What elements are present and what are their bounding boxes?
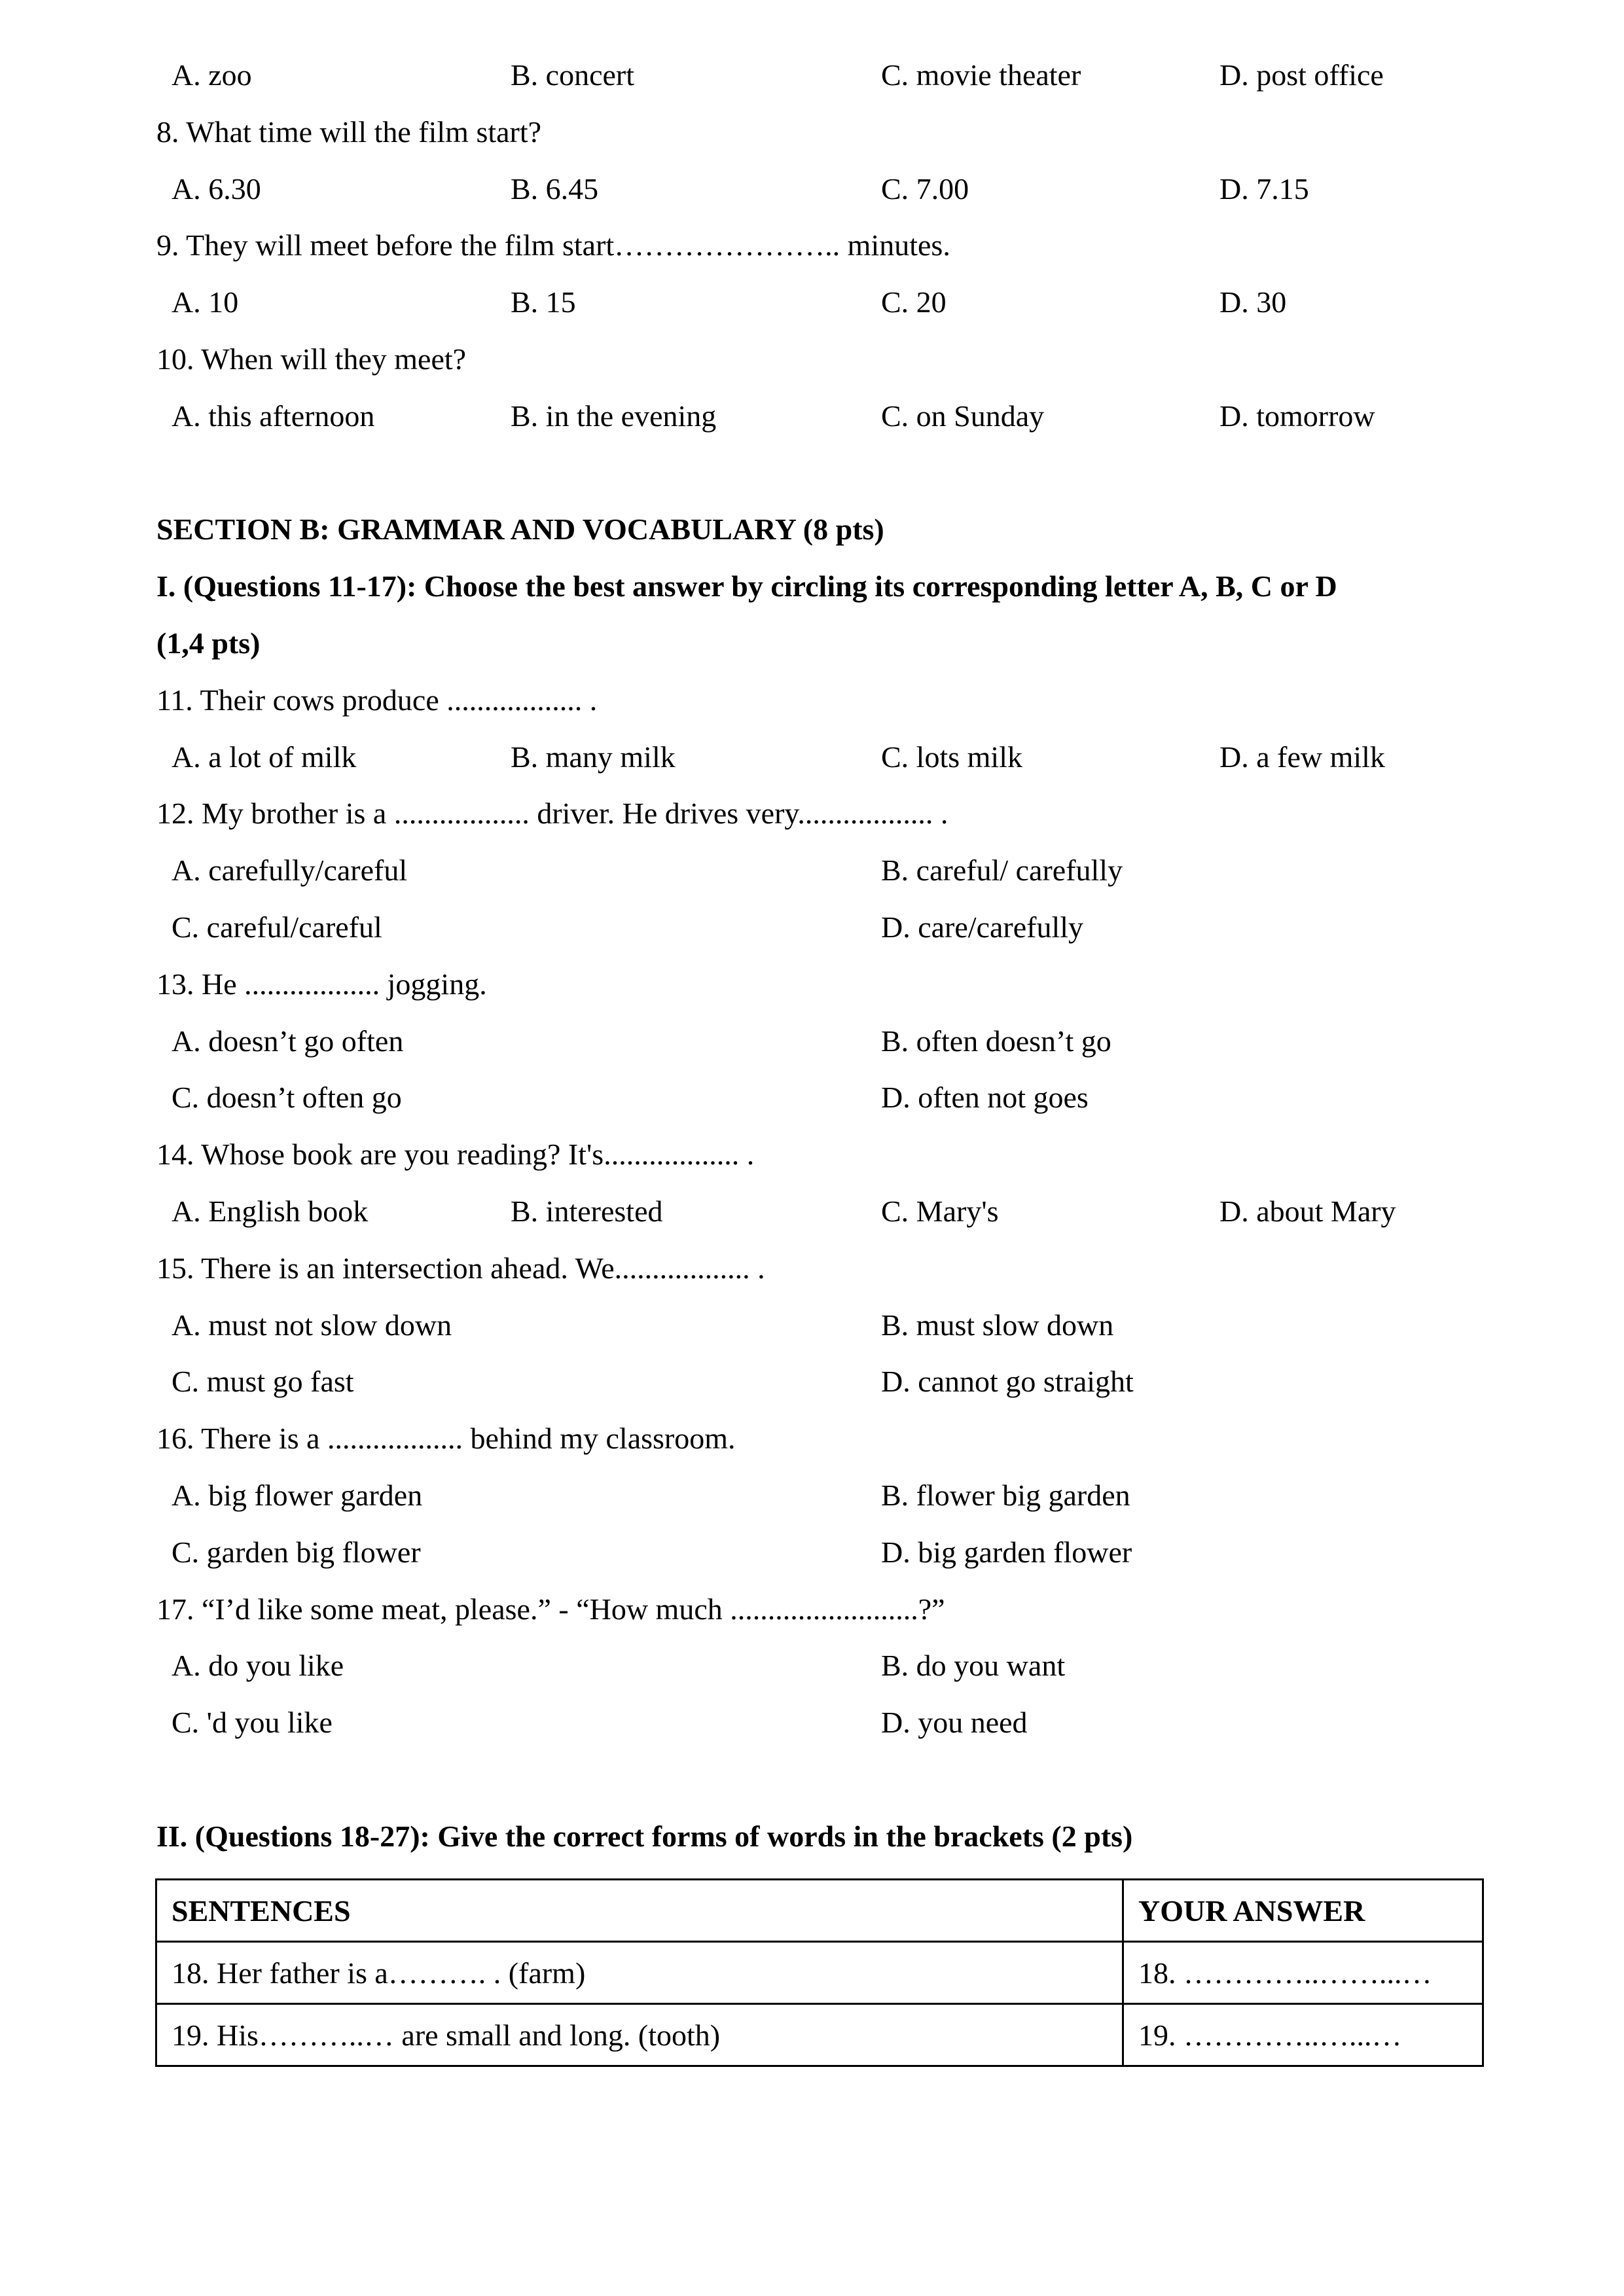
options-row [0, 1467, 1624, 1524]
options-row [0, 1069, 1624, 1126]
answer-option[interactable]: C. garden big flower [171, 1535, 421, 1569]
answer-option[interactable]: C. on Sunday [881, 399, 1045, 433]
answer-option[interactable]: B. many milk [511, 740, 676, 774]
answer-option[interactable]: D. cannot go straight [881, 1365, 1134, 1399]
header-sentences: SENTENCES [156, 1880, 1123, 1942]
table-row [156, 2004, 1483, 2066]
answer-option[interactable]: B. concert [511, 58, 635, 92]
answer-option[interactable]: D. you need [881, 1706, 1028, 1740]
answer-option[interactable]: C. careful/careful [171, 910, 382, 944]
answer-option[interactable]: D. tomorrow [1219, 399, 1375, 433]
answer-cell[interactable]: 19. …………..…...… [1123, 2004, 1483, 2066]
question-text: 9. They will meet before the film start………………….. minutes. [156, 228, 950, 262]
answer-option[interactable]: A. a lot of milk [171, 740, 357, 774]
answer-option[interactable]: A. 6.30 [171, 171, 261, 206]
question-text: 17. “I’d like some meat, please.” - “How much .........................?” [156, 1592, 945, 1626]
answer-option[interactable]: B. must slow down [881, 1308, 1114, 1342]
options-row [0, 1297, 1624, 1354]
answer-option[interactable]: C. doesn’t often go [171, 1081, 402, 1115]
blank-line [0, 445, 1624, 502]
sentence-cell: 19. His………..… are small and long. (tooth) [156, 2004, 1123, 2066]
options-row [0, 1524, 1624, 1581]
answer-option[interactable]: A. 10 [171, 285, 239, 319]
answer-option[interactable]: C. Mary's [881, 1194, 999, 1228]
answer-option[interactable]: D. care/carefully [881, 910, 1084, 944]
answer-option[interactable]: B. interested [511, 1194, 663, 1228]
answer-option[interactable]: B. flower big garden [881, 1478, 1130, 1512]
question-text: 14. Whose book are you reading? It's.................. . [156, 1138, 755, 1172]
options-row [0, 1695, 1624, 1751]
answer-option[interactable]: D. 30 [1219, 285, 1287, 319]
options-row [0, 1638, 1624, 1695]
answer-option[interactable]: A. doesn’t go often [171, 1024, 404, 1058]
options-row [0, 899, 1624, 956]
exam-document [0, 47, 1624, 1865]
question-text: 8. What time will the film start? [156, 115, 542, 149]
answer-cell[interactable]: 18. …………..……...… [1123, 1942, 1483, 2004]
section-heading: II. (Questions 18-27): Give the correct forms of words in the brackets (2 pts) [156, 1819, 1133, 1853]
answer-option[interactable]: A. this afternoon [171, 399, 375, 433]
answer-option[interactable]: C. 20 [881, 285, 947, 319]
answer-option[interactable]: C. 'd you like [171, 1706, 333, 1740]
section-heading: SECTION B: GRAMMAR AND VOCABULARY (8 pts) [156, 512, 884, 547]
question-text: 11. Their cows produce .................. . [156, 683, 598, 717]
answer-option[interactable]: D. 7.15 [1219, 171, 1309, 206]
answer-option[interactable]: D. a few milk [1219, 740, 1385, 774]
options-row [0, 1354, 1624, 1410]
options-row [0, 47, 1624, 104]
options-row [0, 842, 1624, 899]
question-text: 15. There is an intersection ahead. We.................. . [156, 1251, 765, 1285]
options-row [0, 1013, 1624, 1070]
answer-option[interactable]: B. careful/ carefully [881, 853, 1123, 888]
answer-option[interactable]: C. movie theater [881, 58, 1081, 92]
answer-option[interactable]: C. lots milk [881, 740, 1022, 774]
answer-option[interactable]: D. big garden flower [881, 1535, 1132, 1569]
answer-option[interactable]: A. do you like [171, 1649, 344, 1683]
answer-option[interactable]: B. in the evening [511, 399, 717, 433]
answer-option[interactable]: A. zoo [171, 58, 252, 92]
header-your-answer: YOUR ANSWER [1123, 1880, 1483, 1942]
answer-table [155, 1878, 1484, 2067]
question-text: 12. My brother is a .................. driver. He drives very.................. . [156, 797, 948, 831]
blank-line [0, 1751, 1624, 1808]
answer-option[interactable]: A. English book [171, 1194, 369, 1228]
answer-option[interactable]: C. 7.00 [881, 171, 969, 206]
answer-option[interactable]: B. often doesn’t go [881, 1024, 1111, 1058]
answer-option[interactable]: C. must go fast [171, 1365, 354, 1399]
answer-option[interactable]: D. post office [1219, 58, 1384, 92]
answer-option[interactable]: B. 6.45 [511, 171, 599, 206]
answer-option[interactable]: A. carefully/careful [171, 853, 408, 888]
answer-option[interactable]: A. big flower garden [171, 1478, 423, 1512]
options-row [0, 274, 1624, 331]
options-row [0, 388, 1624, 445]
table-header-row [156, 1880, 1483, 1942]
question-text: 16. There is a .................. behind my classroom. [156, 1422, 736, 1456]
answer-option[interactable]: D. often not goes [881, 1081, 1089, 1115]
section-heading: I. (Questions 11-17): Choose the best answer by circling its corresponding letter A, B, C or D [156, 569, 1337, 603]
options-row [0, 729, 1624, 786]
answer-option[interactable]: D. about Mary [1219, 1194, 1396, 1228]
sentence-cell: 18. Her father is a………. . (farm) [156, 1942, 1123, 2004]
question-text: 10. When will they meet? [156, 342, 467, 376]
answer-option[interactable]: B. do you want [881, 1649, 1066, 1683]
answer-option[interactable]: A. must not slow down [171, 1308, 452, 1342]
section-heading: (1,4 pts) [156, 626, 261, 660]
table-row [156, 1942, 1483, 2004]
question-text: 13. He .................. jogging. [156, 967, 487, 1001]
options-row [0, 161, 1624, 218]
answer-option[interactable]: B. 15 [511, 285, 576, 319]
options-row [0, 1183, 1624, 1240]
